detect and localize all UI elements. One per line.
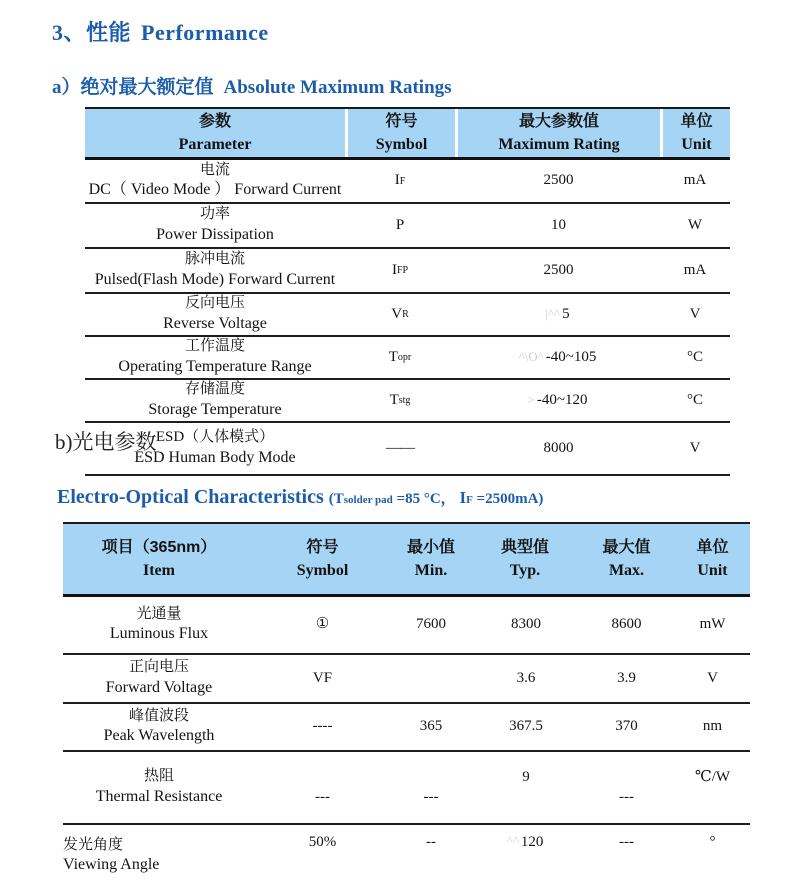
page-title-zh: 3、性能 xyxy=(52,20,132,45)
t1-r4-unit: °C xyxy=(686,348,703,365)
table-row xyxy=(85,204,730,249)
table-row xyxy=(85,294,730,337)
table-row xyxy=(63,704,750,752)
t2-r1-min xyxy=(390,655,472,702)
t2-r3-unit: ℃/W xyxy=(694,768,731,785)
t2-r3-item: 热阻 Thermal Resistance xyxy=(95,768,223,805)
table-row xyxy=(85,423,730,476)
table-row xyxy=(85,160,730,204)
t1-r3-value: |^^ 5 xyxy=(545,305,570,322)
absolute-maximum-ratings-table xyxy=(85,107,730,476)
t2-header-unit: 单位 Unit xyxy=(696,538,729,579)
t2-r1-item: 正向电压 Forward Voltage xyxy=(105,659,213,696)
t2-r1-max: 3.9 xyxy=(617,669,636,686)
t1-r5-value: > -40~120 xyxy=(527,391,588,408)
t2-r2-min: 365 xyxy=(419,718,443,735)
section-a-zh: a）绝对最大额定值 xyxy=(52,77,214,98)
t1-r0-symbol: I F xyxy=(394,172,406,189)
t1-header-symbol: 符号 Symbol xyxy=(345,109,455,157)
t2-r0-min: 7600 xyxy=(416,616,446,633)
t2-r4-min: -- xyxy=(426,834,436,850)
table-row xyxy=(85,380,730,423)
electro-optical-table xyxy=(63,522,750,885)
t1-r2-parameter: 脉冲电流 Pulsed(Flash Mode) Forward Current xyxy=(94,251,336,288)
t2-r0-typ: 8300 xyxy=(511,616,541,633)
t2-r0-symbol: ① xyxy=(315,616,330,633)
t2-r2-typ: 367.5 xyxy=(509,718,543,735)
t2-r2-max: 370 xyxy=(615,718,638,735)
t2-r0-max: 8600 xyxy=(611,616,642,633)
t1-r5-symbol: T stg xyxy=(389,391,411,408)
table-row xyxy=(85,249,730,294)
t1-r0-value: 2500 xyxy=(543,172,574,189)
t2-r3-min: --- xyxy=(423,788,439,805)
t1-r6-parameter: ESD（人体模式） ESD Human Body Mode xyxy=(134,429,296,466)
t2-header-row xyxy=(63,524,750,597)
t2-header-max: 最大值 Max. xyxy=(602,538,651,579)
t2-r2-symbol: ---- xyxy=(312,718,333,735)
page-title-en: Performance xyxy=(141,20,269,45)
t1-r2-value: 2500 xyxy=(543,261,574,278)
t1-header-max-rating: 最大参数值 Maximum Rating xyxy=(455,109,660,157)
t1-r6-value: 8000 xyxy=(543,439,574,456)
t1-r1-parameter: 功率 Power Dissipation xyxy=(156,206,274,243)
table-row xyxy=(85,337,730,380)
t1-r0-parameter: 电流 DC（ Video Mode ） Forward Current xyxy=(88,161,342,199)
eo-title-main: Electro-Optical Characteristics xyxy=(57,486,324,508)
table-row xyxy=(63,597,750,655)
t1-header-row xyxy=(85,109,730,160)
t2-r4-max: --- xyxy=(619,834,634,850)
t2-r2-item: 峰值波段 Peak Wavelength xyxy=(103,707,215,745)
table-row xyxy=(63,655,750,704)
t2-r4-symbol: 50% xyxy=(308,834,337,850)
t2-r3-symbol: --- xyxy=(315,788,330,805)
t1-r0-unit: mA xyxy=(683,172,707,189)
section-a-en: Absolute Maximum Ratings xyxy=(223,77,452,98)
t1-header-unit: 单位 Unit xyxy=(660,109,730,157)
t2-r4-item: 发光角度 Viewing Angle xyxy=(63,836,160,874)
t1-r5-parameter: 存储温度 Storage Temperature xyxy=(148,381,282,418)
t2-r3-max: --- xyxy=(619,788,634,805)
table-row xyxy=(63,752,750,825)
t2-r0-unit: mW xyxy=(699,616,726,633)
t2-r4-unit: ° xyxy=(709,834,716,850)
t1-r4-value: ^\O^ -40~105 xyxy=(518,348,597,365)
t1-r6-unit: V xyxy=(689,439,701,456)
t1-r1-value: 10 xyxy=(551,216,566,233)
t1-r2-symbol: I FP xyxy=(391,261,409,278)
section-b-title: b)光电参数 xyxy=(55,430,157,454)
t2-header-item: 项目（365nm） Item xyxy=(101,538,217,579)
t1-r3-unit: V xyxy=(689,305,701,322)
t1-r1-unit: W xyxy=(687,216,703,233)
t1-r3-symbol: V R xyxy=(391,305,409,322)
t2-r1-symbol: VF xyxy=(312,669,333,686)
t2-header-symbol: 符号 Symbol xyxy=(296,538,349,579)
t2-r1-typ: 3.6 xyxy=(516,669,536,686)
t1-r4-parameter: 工作温度 Operating Temperature Range xyxy=(118,338,312,375)
t2-r0-item: 光通量 Luminous Flux xyxy=(109,605,209,643)
section-a-title xyxy=(52,72,452,99)
t2-r2-unit: nm xyxy=(702,718,723,735)
page-title xyxy=(52,16,269,47)
t2-r3-typ: 9 xyxy=(522,768,530,785)
t1-r5-unit: °C xyxy=(686,391,703,408)
eo-title-conditions: (Tsolder pad =85 °C， IF =2500mA) xyxy=(328,488,544,507)
t2-header-min: 最小值 Min. xyxy=(406,538,455,579)
t1-header-parameter: 参数 Parameter xyxy=(178,112,252,153)
t1-r4-symbol: T opr xyxy=(388,348,412,365)
t1-r2-unit: mA xyxy=(683,261,707,278)
t1-r6-symbol: —— xyxy=(386,439,414,456)
t2-r1-unit: V xyxy=(707,669,718,686)
t2-r4-typ: ^^ 120 xyxy=(506,833,544,850)
table-row xyxy=(63,825,750,885)
t1-r3-parameter: 反向电压 Reverse Voltage xyxy=(163,295,267,332)
eo-characteristics-title xyxy=(57,486,543,509)
t1-r1-symbol: P xyxy=(395,216,405,233)
table1-bottom-border xyxy=(198,474,730,476)
t2-header-typ: 典型值 Typ. xyxy=(500,538,549,579)
